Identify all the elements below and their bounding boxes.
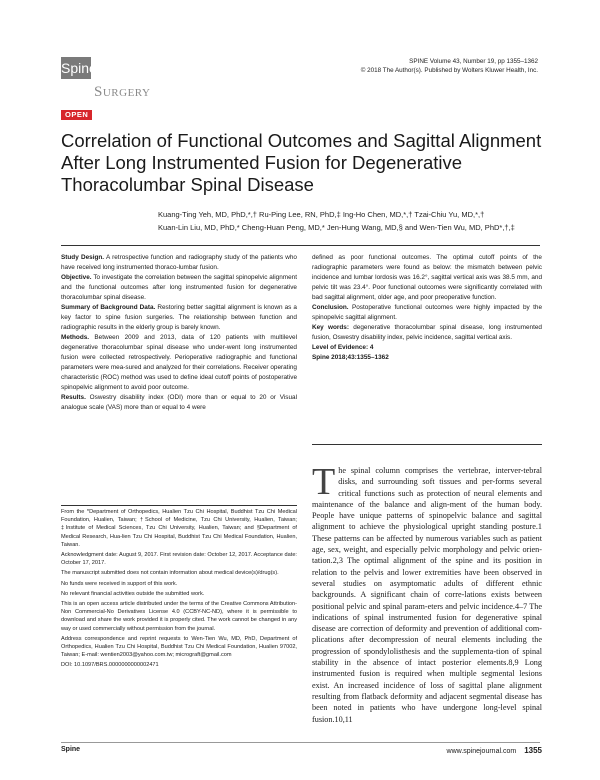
journal-section: Surgery <box>94 84 151 100</box>
footnote-doi: DOI: 10.1097/BRS.0000000000002471 <box>61 662 159 669</box>
footer-journal: Spine <box>61 746 81 753</box>
footnote-license: This is an open access article distributed under the terms of the Creative Commons Attribution-Non Commercial-No Derivatives License 4.0 (CCBY-NC-ND), where it is permissible to download and share the work provided it is properly cited. The work cannot be changed in any way or used commercially without permission from the journal. <box>61 601 297 632</box>
footer-divider <box>61 742 540 743</box>
abstract-keywords: Key words: degenerative thoracolumbar spinal disease, long instrumented fusion, Oswestry disability index, pelvic incidence, sagittal vertical axis. <box>312 324 542 341</box>
footnote-dates: Acknowledgment date: August 9, 2017. First revision date: October 12, 2017. Acceptance date: October 17, 2017. <box>61 552 297 567</box>
footnote-financial: No relevant financial activities outside the submitted work. <box>61 590 205 597</box>
journal-info <box>361 57 538 75</box>
body-intro: he spinal column comprises the vertebrae, interver-tebral disks, and surrounding soft tissues and per-forms several critical functions such as protection of neural elements and maintenance of the balance and align-ment of the human body. People have unique patterns of spinopelvic balance and sagittal alignment to achieve the physiological upright standing posture.1 These patterns can be affected by numerous variables such as patient age, sex, weight, and especially pelvic morphology and pelvic orien-tation.2,3 The optimal alignment of the spine and its position in relation to the pelvis and lower extremities have been observed in several studies on asymptomatic adults of different ethnic backgrounds. A significant chain of corre-lations exists between positional pelvic and spinal param-eters and pelvic incidence.4–7 The indications of spinal instrumented fusion for degenerative spinal disease are correction of deformity and prevention of additional com-plications after decompression of neural elements including the progression of spondylolisthesis and the supplementa-tion of spinal stability in the absence of intact posterior elements.8,9 Long instrumented fusion is required when multiple segmental lesions exist. An increased incidence of loss of sagittal plane alignment resulting from flatback deformity and adjacent segmental disease has been noted in patients who have undergone long-level spinal fusion.10,11 <box>312 466 542 724</box>
journal-copyright: © 2018 The Author(s). Published by Wolters Kluwer Health, Inc. <box>360 67 538 74</box>
journal-logo: Spine <box>61 57 91 79</box>
footer-url[interactable]: www.spinejournal.com <box>446 748 517 755</box>
abstract-objective: Objective. To investigate the correlation between the sagittal spinopelvic alignment and the functional outcomes after long instrumented fusion for degenerative thoracolumbar spinal disease. <box>61 274 297 301</box>
citation: Spine 2018;43:1355–1362 <box>312 354 389 361</box>
level-of-evidence: Level of Evidence: 4 <box>312 344 374 351</box>
abstract-results-cont: defined as poor functional outcomes. The optimal cutoff points of the radiographic parameters were found as below: the mismatch between pelvic incidence and lumbar lordosis was 16.2°, sagittal vertical axis was 38.5 mm, and pelvic tilt was 23.4°. Poor functional outcomes were significantly correlated with bad sagittal alignment, older age, and poor preoperative function. <box>312 254 542 301</box>
footnotes <box>61 508 297 672</box>
journal-volume: SPINE Volume 43, Number 19, pp 1355–1362 <box>409 58 538 65</box>
footnote-correspondence: Address correspondence and reprint requests to Wen-Tien Wu, MD, PhD, Department of Orthopedics, Hualien Tzu Chi Hospital, Buddhist Tzu Chi Medical Foundation, Hualien 97002, Taiwan; E-mail: wentien2003@yahoo.com.tw; micrograft@gmail.com <box>61 635 297 659</box>
abstract-background: Summary of Background Data. Restoring better sagittal alignment is known as a key factor to spine fusion surgeries. The relationship between function and radiographic results in the elderly group is barely known. <box>61 304 297 331</box>
authors-line-1: Kuang-Ting Yeh, MD, PhD,*,† Ru-Ping Lee, RN, PhD,‡ Ing-Ho Chen, MD,*,† Tzai-Chiu Yu, MD,*,† <box>158 210 485 219</box>
abstract-results: Results. Oswestry disability index (ODI) more than or equal to 20 or Visual analogue scale (VAS) more than or equal to 4 were <box>61 394 297 411</box>
footnote-device: The manuscript submitted does not contain information about medical device(s)/drug(s). <box>61 570 279 577</box>
drop-cap: T <box>312 461 336 503</box>
abstract-design: Study Design. A retrospective function and radiography study of the patients who have received long instrumented thoraco-lumbar fusion. <box>61 254 297 271</box>
author-list <box>158 208 538 234</box>
authors-line-2: Kuan-Lin Liu, MD, PhD,* Cheng-Huan Peng, MD,* Jen-Hung Wang, MD,§ and Wen-Tien Wu, MD, PhD*,†,‡ <box>158 223 515 232</box>
abstract-methods: Methods. Between 2009 and 2013, data of 120 patients with multilevel degenerative thoracolumbar spinal disease who under-went long instrumented fusion were collected retrospectively. Perioperative radiographic and functional parameters were mea-sured and analyzed for their correlations. Receiver operating characteristic (ROC) method was used to define ideal cutoff points of postoperative spinopelvic alignment to avoid poor outcome. <box>61 334 297 391</box>
divider <box>61 245 540 246</box>
article-title: Correlation of Functional Outcomes and Sagittal Alignment After Long Instrumented Fusion for Degenerative Thoracolumbar Spinal Disease <box>61 130 542 195</box>
page-number: 1355 <box>524 746 542 755</box>
abstract-left-column <box>61 253 297 413</box>
footnote-affiliations: From the *Department of Orthopedics, Hualien Tzu Chi Hospital, Buddhist Tzu Chi Medical Foundation, Hualien, Taiwan; †School of Medicine, Tzu Chi University, Hualien, Taiwan; ‡Institute of Medical Sciences, Tzu Chi University, Hualien, Taiwan; and §Department of Medical Research, Hua-lien Tzu Chi Hospital, Buddhist Tzu Chi Medical Foundation, Hualien, Taiwan. <box>61 509 297 548</box>
open-access-badge: OPEN <box>61 110 92 120</box>
divider <box>312 444 542 445</box>
footer-right <box>447 746 542 755</box>
footnote-funds: No funds were received in support of this work. <box>61 580 178 587</box>
abstract-right-column <box>312 253 542 363</box>
abstract-conclusion: Conclusion. Postoperative functional outcomes were highly impacted by the spinopelvic sagittal alignment. <box>312 304 543 321</box>
article-body <box>312 461 542 725</box>
divider <box>61 505 297 506</box>
